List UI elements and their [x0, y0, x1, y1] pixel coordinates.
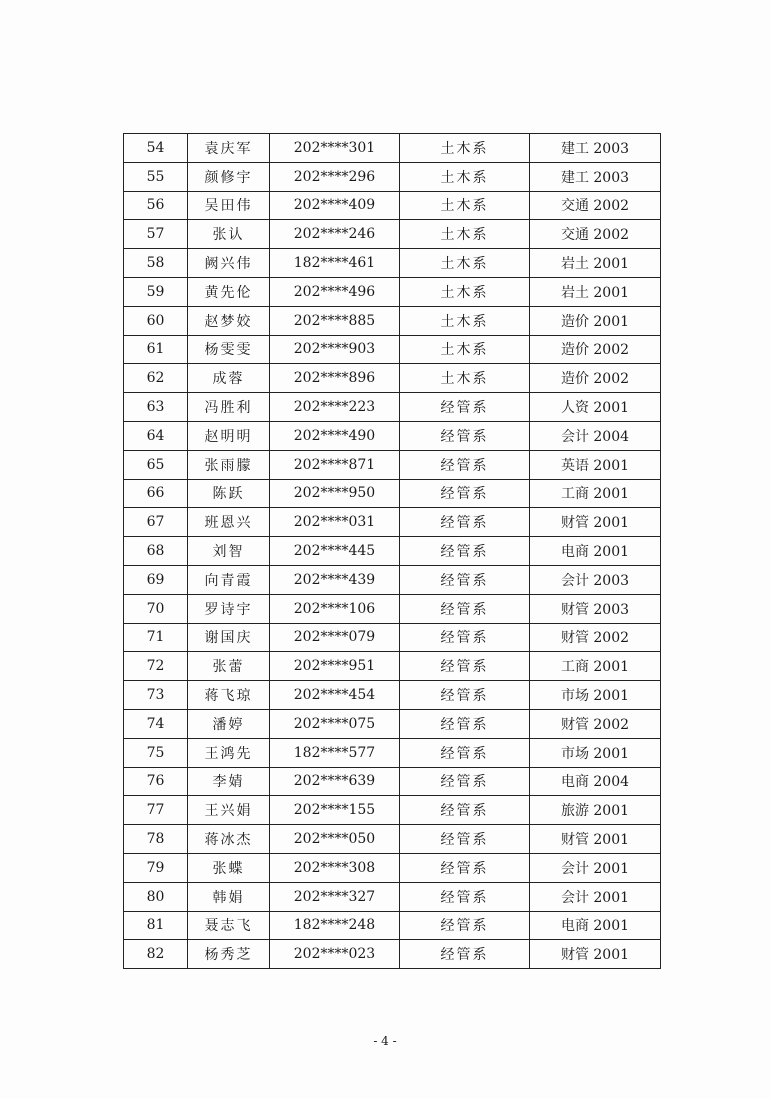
row-number-cell: 67	[124, 508, 188, 537]
class-cell: 财管 2001	[530, 940, 661, 969]
class-cell: 造价 2002	[530, 335, 661, 364]
department-cell: 经管系	[400, 882, 530, 911]
department-cell: 土木系	[400, 191, 530, 220]
row-number-cell: 77	[124, 796, 188, 825]
row-number-cell: 79	[124, 853, 188, 882]
student-id-cell: 202****490	[270, 421, 400, 450]
class-cell: 建工 2003	[530, 134, 661, 163]
table-row	[124, 738, 661, 767]
row-number-cell: 57	[124, 220, 188, 249]
table-row	[124, 249, 661, 278]
student-name-cell: 张雨朦	[188, 450, 270, 479]
class-cell: 财管 2002	[530, 623, 661, 652]
row-number-cell: 63	[124, 393, 188, 422]
student-id-cell: 202****301	[270, 134, 400, 163]
student-id-cell: 182****248	[270, 911, 400, 940]
student-name-cell: 罗诗宇	[188, 594, 270, 623]
student-id-cell: 202****327	[270, 882, 400, 911]
row-number-cell: 60	[124, 306, 188, 335]
department-cell: 经管系	[400, 565, 530, 594]
table-row	[124, 191, 661, 220]
class-cell: 电商 2001	[530, 911, 661, 940]
row-number-cell: 54	[124, 134, 188, 163]
student-name-cell: 吴田伟	[188, 191, 270, 220]
student-id-cell: 202****079	[270, 623, 400, 652]
roster-body	[124, 134, 661, 969]
department-cell: 土木系	[400, 220, 530, 249]
class-cell: 岩土 2001	[530, 249, 661, 278]
student-id-cell: 202****409	[270, 191, 400, 220]
row-number-cell: 69	[124, 565, 188, 594]
row-number-cell: 66	[124, 479, 188, 508]
row-number-cell: 76	[124, 767, 188, 796]
class-cell: 旅游 2001	[530, 796, 661, 825]
table-row	[124, 479, 661, 508]
table-row	[124, 796, 661, 825]
table-row	[124, 594, 661, 623]
row-number-cell: 71	[124, 623, 188, 652]
student-name-cell: 王鸿先	[188, 738, 270, 767]
student-name-cell: 蒋冰杰	[188, 825, 270, 854]
department-cell: 经管系	[400, 911, 530, 940]
class-cell: 造价 2002	[530, 364, 661, 393]
department-cell: 经管系	[400, 393, 530, 422]
department-cell: 经管系	[400, 479, 530, 508]
department-cell: 经管系	[400, 767, 530, 796]
table-row	[124, 450, 661, 479]
student-name-cell: 向青霞	[188, 565, 270, 594]
table-row	[124, 681, 661, 710]
student-name-cell: 刘智	[188, 537, 270, 566]
student-id-cell: 202****950	[270, 479, 400, 508]
student-name-cell: 蒋飞琼	[188, 681, 270, 710]
student-name-cell: 陈跃	[188, 479, 270, 508]
class-cell: 会计 2003	[530, 565, 661, 594]
department-cell: 经管系	[400, 738, 530, 767]
student-id-cell: 202****896	[270, 364, 400, 393]
class-cell: 电商 2001	[530, 537, 661, 566]
class-cell: 建工 2003	[530, 162, 661, 191]
student-name-cell: 王兴娟	[188, 796, 270, 825]
student-id-cell: 202****951	[270, 652, 400, 681]
department-cell: 经管系	[400, 796, 530, 825]
student-id-cell: 202****308	[270, 853, 400, 882]
student-id-cell: 202****223	[270, 393, 400, 422]
student-name-cell: 张蝶	[188, 853, 270, 882]
student-id-cell: 202****496	[270, 277, 400, 306]
department-cell: 经管系	[400, 537, 530, 566]
department-cell: 经管系	[400, 594, 530, 623]
class-cell: 会计 2001	[530, 882, 661, 911]
student-name-cell: 杨秀芝	[188, 940, 270, 969]
row-number-cell: 64	[124, 421, 188, 450]
student-id-cell: 202****639	[270, 767, 400, 796]
row-number-cell: 80	[124, 882, 188, 911]
department-cell: 经管系	[400, 853, 530, 882]
student-name-cell: 阙兴伟	[188, 249, 270, 278]
student-name-cell: 颜修宇	[188, 162, 270, 191]
class-cell: 英语 2001	[530, 450, 661, 479]
class-cell: 交通 2002	[530, 220, 661, 249]
student-name-cell: 聂志飞	[188, 911, 270, 940]
class-cell: 财管 2002	[530, 709, 661, 738]
table-row	[124, 508, 661, 537]
student-name-cell: 班恩兴	[188, 508, 270, 537]
department-cell: 经管系	[400, 940, 530, 969]
student-id-cell: 202****871	[270, 450, 400, 479]
student-id-cell: 202****106	[270, 594, 400, 623]
class-cell: 市场 2001	[530, 681, 661, 710]
student-name-cell: 黄先伦	[188, 277, 270, 306]
department-cell: 土木系	[400, 162, 530, 191]
table-row	[124, 277, 661, 306]
student-id-cell: 202****031	[270, 508, 400, 537]
department-cell: 土木系	[400, 249, 530, 278]
student-name-cell: 张蕾	[188, 652, 270, 681]
student-id-cell: 202****903	[270, 335, 400, 364]
table-row	[124, 623, 661, 652]
row-number-cell: 62	[124, 364, 188, 393]
table-row	[124, 162, 661, 191]
department-cell: 土木系	[400, 134, 530, 163]
class-cell: 会计 2004	[530, 421, 661, 450]
student-id-cell: 202****246	[270, 220, 400, 249]
student-roster-table	[123, 133, 661, 969]
page-number: - 4 -	[373, 1034, 397, 1048]
student-name-cell: 成蓉	[188, 364, 270, 393]
department-cell: 经管系	[400, 450, 530, 479]
row-number-cell: 65	[124, 450, 188, 479]
table-row	[124, 393, 661, 422]
student-name-cell: 袁庆军	[188, 134, 270, 163]
department-cell: 土木系	[400, 306, 530, 335]
table-row	[124, 421, 661, 450]
department-cell: 经管系	[400, 421, 530, 450]
table-row	[124, 134, 661, 163]
class-cell: 造价 2001	[530, 306, 661, 335]
department-cell: 经管系	[400, 508, 530, 537]
class-cell: 人资 2001	[530, 393, 661, 422]
row-number-cell: 58	[124, 249, 188, 278]
table-row	[124, 364, 661, 393]
class-cell: 工商 2001	[530, 652, 661, 681]
table-row	[124, 882, 661, 911]
row-number-cell: 55	[124, 162, 188, 191]
class-cell: 岩土 2001	[530, 277, 661, 306]
table-row	[124, 306, 661, 335]
class-cell: 市场 2001	[530, 738, 661, 767]
class-cell: 电商 2004	[530, 767, 661, 796]
department-cell: 土木系	[400, 364, 530, 393]
student-id-cell: 182****461	[270, 249, 400, 278]
row-number-cell: 61	[124, 335, 188, 364]
department-cell: 经管系	[400, 623, 530, 652]
student-name-cell: 李婧	[188, 767, 270, 796]
table-row	[124, 767, 661, 796]
student-id-cell: 202****075	[270, 709, 400, 738]
student-name-cell: 赵明明	[188, 421, 270, 450]
student-id-cell: 202****023	[270, 940, 400, 969]
student-name-cell: 潘婷	[188, 709, 270, 738]
student-name-cell: 赵梦姣	[188, 306, 270, 335]
row-number-cell: 72	[124, 652, 188, 681]
table-row	[124, 565, 661, 594]
table-row	[124, 853, 661, 882]
table-row	[124, 537, 661, 566]
student-id-cell: 202****439	[270, 565, 400, 594]
table-row	[124, 220, 661, 249]
row-number-cell: 78	[124, 825, 188, 854]
student-name-cell: 谢国庆	[188, 623, 270, 652]
department-cell: 经管系	[400, 681, 530, 710]
class-cell: 会计 2001	[530, 853, 661, 882]
table-row	[124, 652, 661, 681]
student-name-cell: 张认	[188, 220, 270, 249]
department-cell: 土木系	[400, 277, 530, 306]
class-cell: 工商 2001	[530, 479, 661, 508]
student-id-cell: 202****445	[270, 537, 400, 566]
table-row	[124, 940, 661, 969]
row-number-cell: 75	[124, 738, 188, 767]
row-number-cell: 59	[124, 277, 188, 306]
row-number-cell: 68	[124, 537, 188, 566]
class-cell: 财管 2001	[530, 825, 661, 854]
student-name-cell: 冯胜利	[188, 393, 270, 422]
row-number-cell: 70	[124, 594, 188, 623]
student-id-cell: 202****885	[270, 306, 400, 335]
row-number-cell: 73	[124, 681, 188, 710]
row-number-cell: 56	[124, 191, 188, 220]
table-row	[124, 709, 661, 738]
student-id-cell: 202****296	[270, 162, 400, 191]
class-cell: 财管 2003	[530, 594, 661, 623]
row-number-cell: 81	[124, 911, 188, 940]
department-cell: 经管系	[400, 825, 530, 854]
student-id-cell: 202****050	[270, 825, 400, 854]
table-row	[124, 335, 661, 364]
student-id-cell: 202****155	[270, 796, 400, 825]
department-cell: 土木系	[400, 335, 530, 364]
student-name-cell: 杨雯雯	[188, 335, 270, 364]
class-cell: 交通 2002	[530, 191, 661, 220]
table-row	[124, 911, 661, 940]
department-cell: 经管系	[400, 709, 530, 738]
row-number-cell: 82	[124, 940, 188, 969]
table-row	[124, 825, 661, 854]
student-id-cell: 202****454	[270, 681, 400, 710]
department-cell: 经管系	[400, 652, 530, 681]
class-cell: 财管 2001	[530, 508, 661, 537]
row-number-cell: 74	[124, 709, 188, 738]
student-id-cell: 182****577	[270, 738, 400, 767]
student-name-cell: 韩娟	[188, 882, 270, 911]
